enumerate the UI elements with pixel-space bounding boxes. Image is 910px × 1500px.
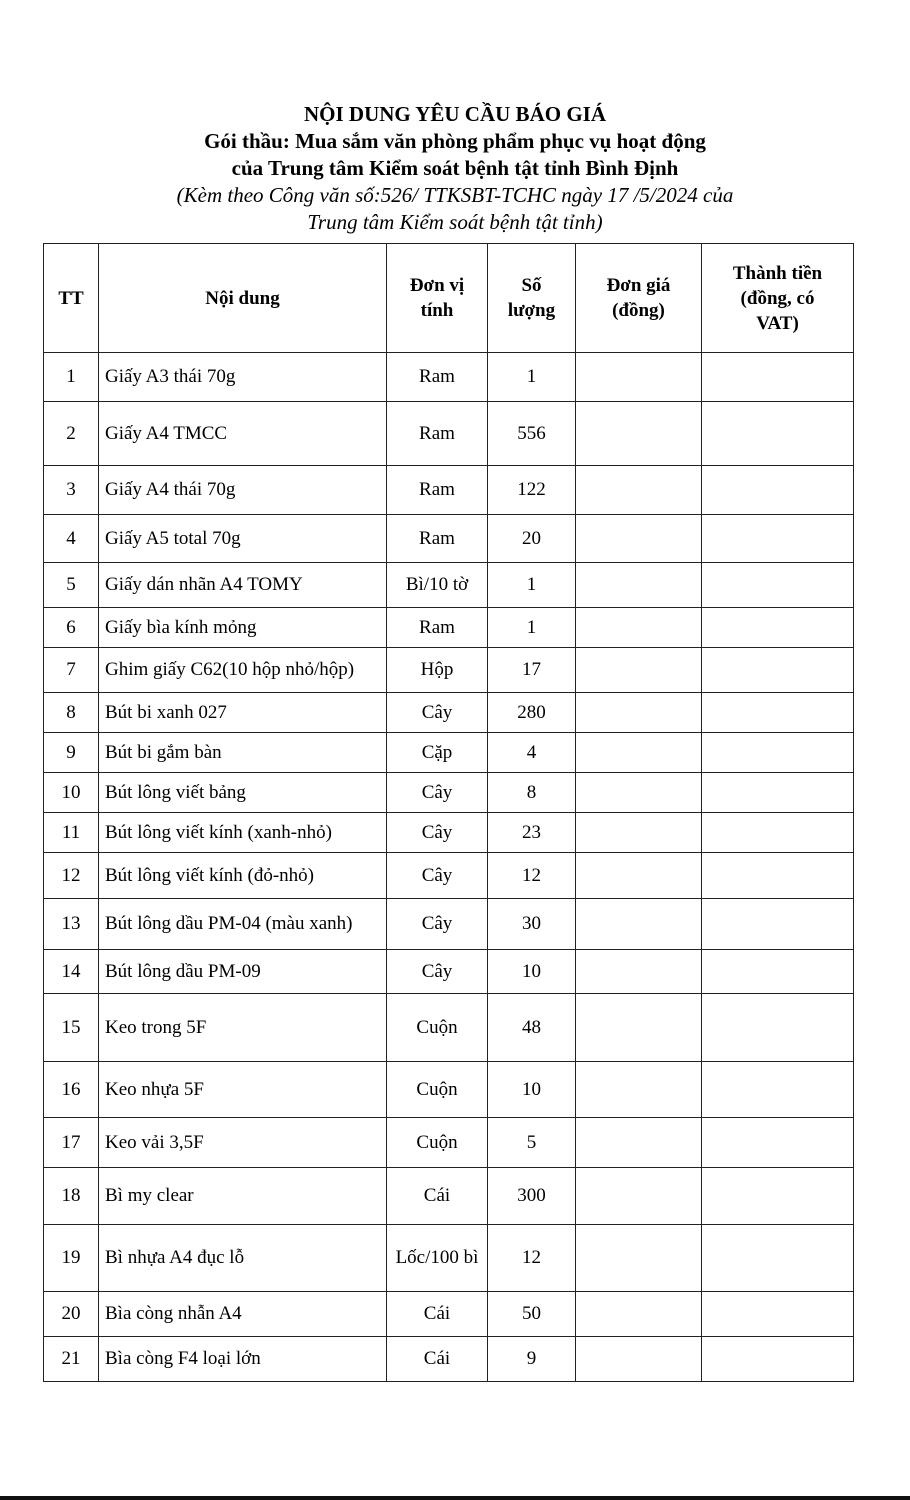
- cell-donvi: Cây: [387, 950, 488, 994]
- cell-noidung: Ghim giấy C62(10 hộp nhỏ/hộp): [99, 648, 387, 693]
- table-row: [44, 466, 854, 515]
- cell-thanhtien: [702, 693, 854, 733]
- cell-tt: 18: [44, 1168, 99, 1225]
- cell-tt: 8: [44, 693, 99, 733]
- cell-donvi: Cây: [387, 853, 488, 899]
- cell-noidung: Giấy A4 thái 70g: [99, 466, 387, 515]
- cell-tt: 17: [44, 1118, 99, 1168]
- cell-thanhtien: [702, 1118, 854, 1168]
- col-header-soluong: Số lượng: [488, 244, 576, 353]
- cell-donvi: Cái: [387, 1292, 488, 1337]
- cell-thanhtien: [702, 950, 854, 994]
- cell-soluong: 122: [488, 466, 576, 515]
- cell-tt: 10: [44, 773, 99, 813]
- cell-thanhtien: [702, 1292, 854, 1337]
- cell-soluong: 10: [488, 1062, 576, 1118]
- cell-donvi: Cái: [387, 1337, 488, 1382]
- cell-thanhtien: [702, 466, 854, 515]
- cell-thanhtien: [702, 853, 854, 899]
- cell-thanhtien: [702, 563, 854, 608]
- cell-donvi: Cuộn: [387, 1118, 488, 1168]
- cell-tt: 12: [44, 853, 99, 899]
- cell-tt: 1: [44, 353, 99, 402]
- reference-line-1: (Kèm theo Công văn số:526/ TTKSBT-TCHC ngày 17 /5/2024 của: [176, 183, 734, 207]
- cell-soluong: 10: [488, 950, 576, 994]
- cell-noidung: Giấy dán nhãn A4 TOMY: [99, 563, 387, 608]
- cell-soluong: 300: [488, 1168, 576, 1225]
- cell-dongia: [576, 402, 702, 466]
- cell-thanhtien: [702, 1337, 854, 1382]
- cell-dongia: [576, 563, 702, 608]
- table-row: [44, 773, 854, 813]
- cell-tt: 4: [44, 515, 99, 563]
- cell-donvi: Ram: [387, 466, 488, 515]
- cell-thanhtien: [702, 813, 854, 853]
- cell-tt: 20: [44, 1292, 99, 1337]
- cell-noidung: Bì nhựa A4 đục lỗ: [99, 1225, 387, 1292]
- cell-dongia: [576, 515, 702, 563]
- cell-noidung: Bút lông viết kính (xanh-nhỏ): [99, 813, 387, 853]
- cell-noidung: Giấy A4 TMCC: [99, 402, 387, 466]
- cell-tt: 15: [44, 994, 99, 1062]
- cell-dongia: [576, 353, 702, 402]
- table-row: [44, 1168, 854, 1225]
- table-row: [44, 853, 854, 899]
- cell-dongia: [576, 608, 702, 648]
- cell-thanhtien: [702, 733, 854, 773]
- cell-dongia: [576, 466, 702, 515]
- cell-noidung: Giấy A5 total 70g: [99, 515, 387, 563]
- cell-donvi: Ram: [387, 402, 488, 466]
- cell-soluong: 4: [488, 733, 576, 773]
- cell-noidung: Bìa còng nhẫn A4: [99, 1292, 387, 1337]
- cell-noidung: Giấy bìa kính mỏng: [99, 608, 387, 648]
- col-header-noidung: Nội dung: [99, 244, 387, 353]
- table-body: [44, 353, 854, 1382]
- cell-soluong: 5: [488, 1118, 576, 1168]
- document-header: [0, 100, 910, 236]
- cell-soluong: 280: [488, 693, 576, 733]
- table-row: [44, 608, 854, 648]
- table-row: [44, 648, 854, 693]
- cell-dongia: [576, 773, 702, 813]
- cell-noidung: Bút lông dầu PM-09: [99, 950, 387, 994]
- cell-soluong: 556: [488, 402, 576, 466]
- table-row: [44, 899, 854, 950]
- document-title: NỘI DUNG YÊU CẦU BÁO GIÁ: [304, 102, 606, 126]
- cell-dongia: [576, 1292, 702, 1337]
- cell-dongia: [576, 733, 702, 773]
- cell-thanhtien: [702, 773, 854, 813]
- cell-soluong: 12: [488, 1225, 576, 1292]
- cell-dongia: [576, 1337, 702, 1382]
- col-header-tt: TT: [44, 244, 99, 353]
- cell-donvi: Hộp: [387, 648, 488, 693]
- cell-tt: 5: [44, 563, 99, 608]
- table-row: [44, 1292, 854, 1337]
- cell-dongia: [576, 1225, 702, 1292]
- cell-soluong: 23: [488, 813, 576, 853]
- cell-soluong: 20: [488, 515, 576, 563]
- cell-donvi: Cây: [387, 773, 488, 813]
- table-row: [44, 950, 854, 994]
- cell-thanhtien: [702, 899, 854, 950]
- cell-noidung: Bút lông viết kính (đỏ-nhỏ): [99, 853, 387, 899]
- cell-tt: 13: [44, 899, 99, 950]
- col-header-donvi: Đơn vị tính: [387, 244, 488, 353]
- cell-donvi: Cây: [387, 899, 488, 950]
- cell-noidung: Bút bi xanh 027: [99, 693, 387, 733]
- cell-soluong: 48: [488, 994, 576, 1062]
- table-row: [44, 1062, 854, 1118]
- cell-donvi: Cặp: [387, 733, 488, 773]
- cell-dongia: [576, 1168, 702, 1225]
- cell-thanhtien: [702, 1062, 854, 1118]
- cell-donvi: Cây: [387, 813, 488, 853]
- package-line-1: Gói thầu: Mua sắm văn phòng phẩm phục vụ hoạt động: [204, 129, 706, 153]
- bottom-edge: [0, 1496, 910, 1500]
- cell-soluong: 50: [488, 1292, 576, 1337]
- table-row: [44, 1337, 854, 1382]
- cell-dongia: [576, 853, 702, 899]
- cell-tt: 9: [44, 733, 99, 773]
- cell-tt: 2: [44, 402, 99, 466]
- cell-dongia: [576, 1118, 702, 1168]
- table-row: [44, 1225, 854, 1292]
- col-header-thanhtien: Thành tiền (đồng, có VAT): [702, 244, 854, 353]
- cell-thanhtien: [702, 994, 854, 1062]
- table-row: [44, 1118, 854, 1168]
- cell-dongia: [576, 899, 702, 950]
- cell-donvi: Lốc/100 bì: [387, 1225, 488, 1292]
- cell-tt: 11: [44, 813, 99, 853]
- cell-soluong: 9: [488, 1337, 576, 1382]
- cell-noidung: Giấy A3 thái 70g: [99, 353, 387, 402]
- cell-soluong: 1: [488, 353, 576, 402]
- cell-thanhtien: [702, 402, 854, 466]
- cell-noidung: Keo nhựa 5F: [99, 1062, 387, 1118]
- table-row: [44, 994, 854, 1062]
- cell-donvi: Bì/10 tờ: [387, 563, 488, 608]
- cell-soluong: 1: [488, 563, 576, 608]
- cell-soluong: 12: [488, 853, 576, 899]
- cell-noidung: Bìa còng F4 loại lớn: [99, 1337, 387, 1382]
- cell-noidung: Bút lông viết bảng: [99, 773, 387, 813]
- table-row: [44, 515, 854, 563]
- cell-donvi: Ram: [387, 608, 488, 648]
- cell-donvi: Cuộn: [387, 994, 488, 1062]
- table-row: [44, 563, 854, 608]
- cell-thanhtien: [702, 353, 854, 402]
- cell-tt: 21: [44, 1337, 99, 1382]
- cell-soluong: 17: [488, 648, 576, 693]
- cell-thanhtien: [702, 1168, 854, 1225]
- cell-donvi: Cuộn: [387, 1062, 488, 1118]
- col-header-dongia: Đơn giá (đồng): [576, 244, 702, 353]
- table-row: [44, 353, 854, 402]
- cell-tt: 7: [44, 648, 99, 693]
- cell-donvi: Cây: [387, 693, 488, 733]
- cell-noidung: Bút lông dầu PM-04 (màu xanh): [99, 899, 387, 950]
- cell-tt: 3: [44, 466, 99, 515]
- cell-dongia: [576, 813, 702, 853]
- cell-tt: 6: [44, 608, 99, 648]
- table-row: [44, 733, 854, 773]
- cell-thanhtien: [702, 608, 854, 648]
- cell-noidung: Keo trong 5F: [99, 994, 387, 1062]
- cell-tt: 14: [44, 950, 99, 994]
- cell-dongia: [576, 648, 702, 693]
- cell-noidung: Keo vải 3,5F: [99, 1118, 387, 1168]
- cell-soluong: 8: [488, 773, 576, 813]
- cell-thanhtien: [702, 515, 854, 563]
- cell-noidung: Bút bi gắm bàn: [99, 733, 387, 773]
- cell-donvi: Ram: [387, 353, 488, 402]
- cell-dongia: [576, 994, 702, 1062]
- quote-table: [43, 243, 854, 1382]
- cell-thanhtien: [702, 648, 854, 693]
- table-header-row: [44, 244, 854, 353]
- table-row: [44, 402, 854, 466]
- cell-soluong: 30: [488, 899, 576, 950]
- cell-tt: 16: [44, 1062, 99, 1118]
- reference-line-2: Trung tâm Kiểm soát bệnh tật tỉnh): [307, 210, 603, 234]
- cell-dongia: [576, 950, 702, 994]
- table-row: [44, 813, 854, 853]
- cell-tt: 19: [44, 1225, 99, 1292]
- cell-noidung: Bì my clear: [99, 1168, 387, 1225]
- cell-donvi: Ram: [387, 515, 488, 563]
- cell-dongia: [576, 1062, 702, 1118]
- package-line-2: của Trung tâm Kiểm soát bệnh tật tỉnh Bình Định: [231, 156, 679, 180]
- cell-donvi: Cái: [387, 1168, 488, 1225]
- cell-dongia: [576, 693, 702, 733]
- table-row: [44, 693, 854, 733]
- cell-thanhtien: [702, 1225, 854, 1292]
- cell-soluong: 1: [488, 608, 576, 648]
